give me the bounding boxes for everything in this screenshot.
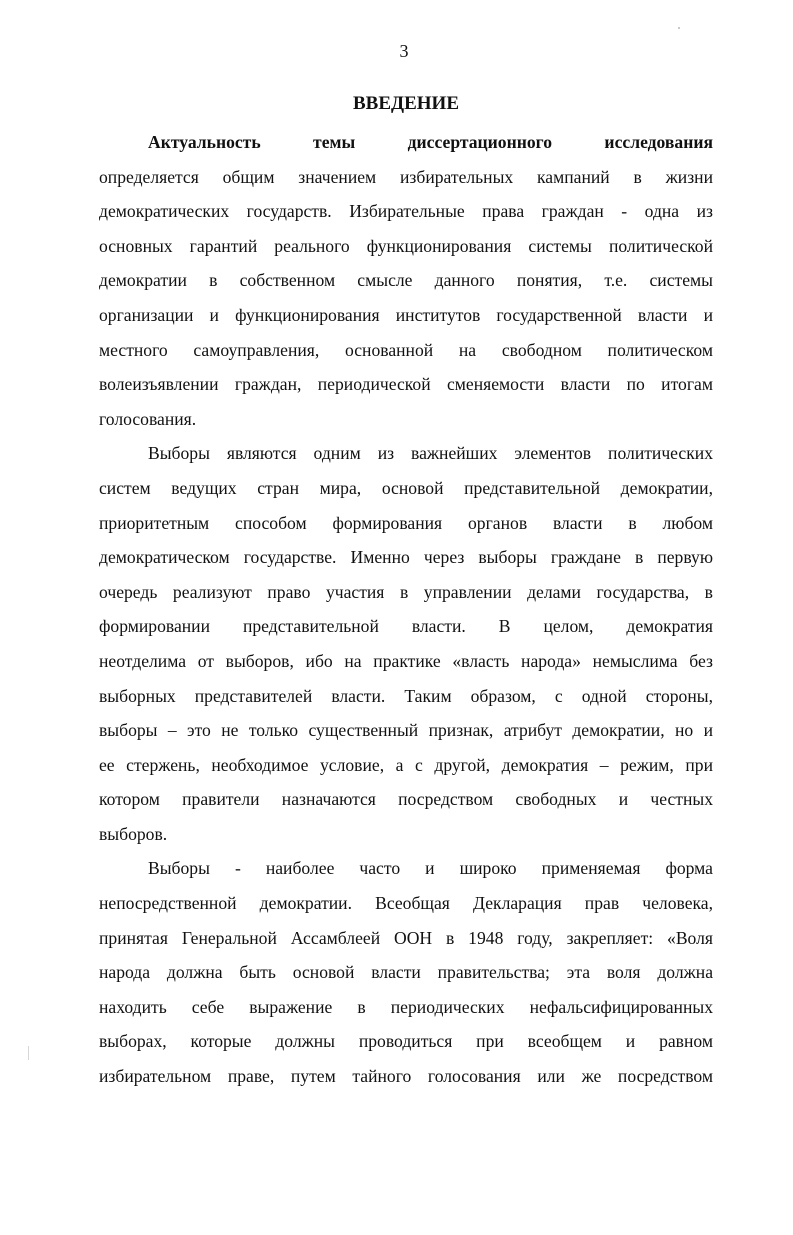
text-line — [99, 125, 713, 160]
text-line: выборов. — [99, 823, 168, 844]
text-line: Выборы являются одним из важнейших элементов политических — [148, 443, 713, 464]
text-line: непосредственной демократии. Всеобщая Декларация прав человека, — [99, 893, 713, 914]
text-line: волеизъявлении граждан, периодической сменяемости власти по итогам — [99, 374, 713, 395]
text-line: выборах, которые должны проводиться при всеобщем и равном — [99, 1031, 713, 1052]
text-line: Выборы - наиболее часто и широко применяемая форма — [148, 858, 713, 879]
page-title: ВВЕДЕНИЕ — [353, 93, 459, 114]
text-line: избирательном праве, путем тайного голосования или же посредством — [99, 1066, 713, 1087]
bold-lead-text: Актуальность темы диссертационного исследования — [148, 132, 713, 152]
text-line: выборных представителей власти. Таким образом, с одной стороны, — [99, 685, 713, 706]
text-line: голосования. — [99, 408, 197, 429]
scan-artifact — [678, 27, 680, 29]
scan-artifact — [28, 1046, 29, 1060]
text-line: котором правители назначаются посредством свободных и честных — [99, 789, 713, 810]
text-line: очередь реализуют право участия в управлении делами государства, в — [99, 581, 713, 602]
text-line: демократическом государстве. Именно через выборы граждане в первую — [99, 547, 713, 568]
text-line: неотделима от выборов, ибо на практике «власть народа» немыслима без — [99, 650, 713, 671]
text-line: местного самоуправления, основанной на свободном политическом — [99, 339, 713, 360]
text-line: демократии в собственном смысле данного понятия, т.е. системы — [99, 270, 713, 291]
text-line: основных гарантий реального функционирования системы политической — [99, 235, 713, 256]
text-line: ее стержень, необходимое условие, а с другой, демократия – режим, при — [99, 754, 713, 775]
text-line: народа должна быть основой власти правительства; эта воля должна — [99, 962, 713, 983]
page-number: 3 — [399, 41, 409, 61]
text-line: демократических государств. Избирательные права граждан - одна из — [99, 201, 713, 222]
text-line: определяется общим значением избирательных кампаний в жизни — [99, 166, 713, 187]
text-line: организации и функционирования институтов государственной власти и — [99, 304, 713, 325]
text-line: формировании представительной власти. В целом, демократия — [99, 616, 713, 637]
body-text — [99, 125, 713, 1094]
text-line: находить себе выражение в периодических нефальсифицированных — [99, 996, 713, 1017]
text-line: систем ведущих стран мира, основой представительной демократии, — [99, 477, 713, 498]
text-line: принятая Генеральной Ассамблеей ООН в 1948 году, закрепляет: «Воля — [99, 927, 713, 948]
text-line: приоритетным способом формирования органов власти в любом — [99, 512, 713, 533]
text-line: выборы – это не только существенный признак, атрибут демократии, но и — [99, 720, 713, 741]
